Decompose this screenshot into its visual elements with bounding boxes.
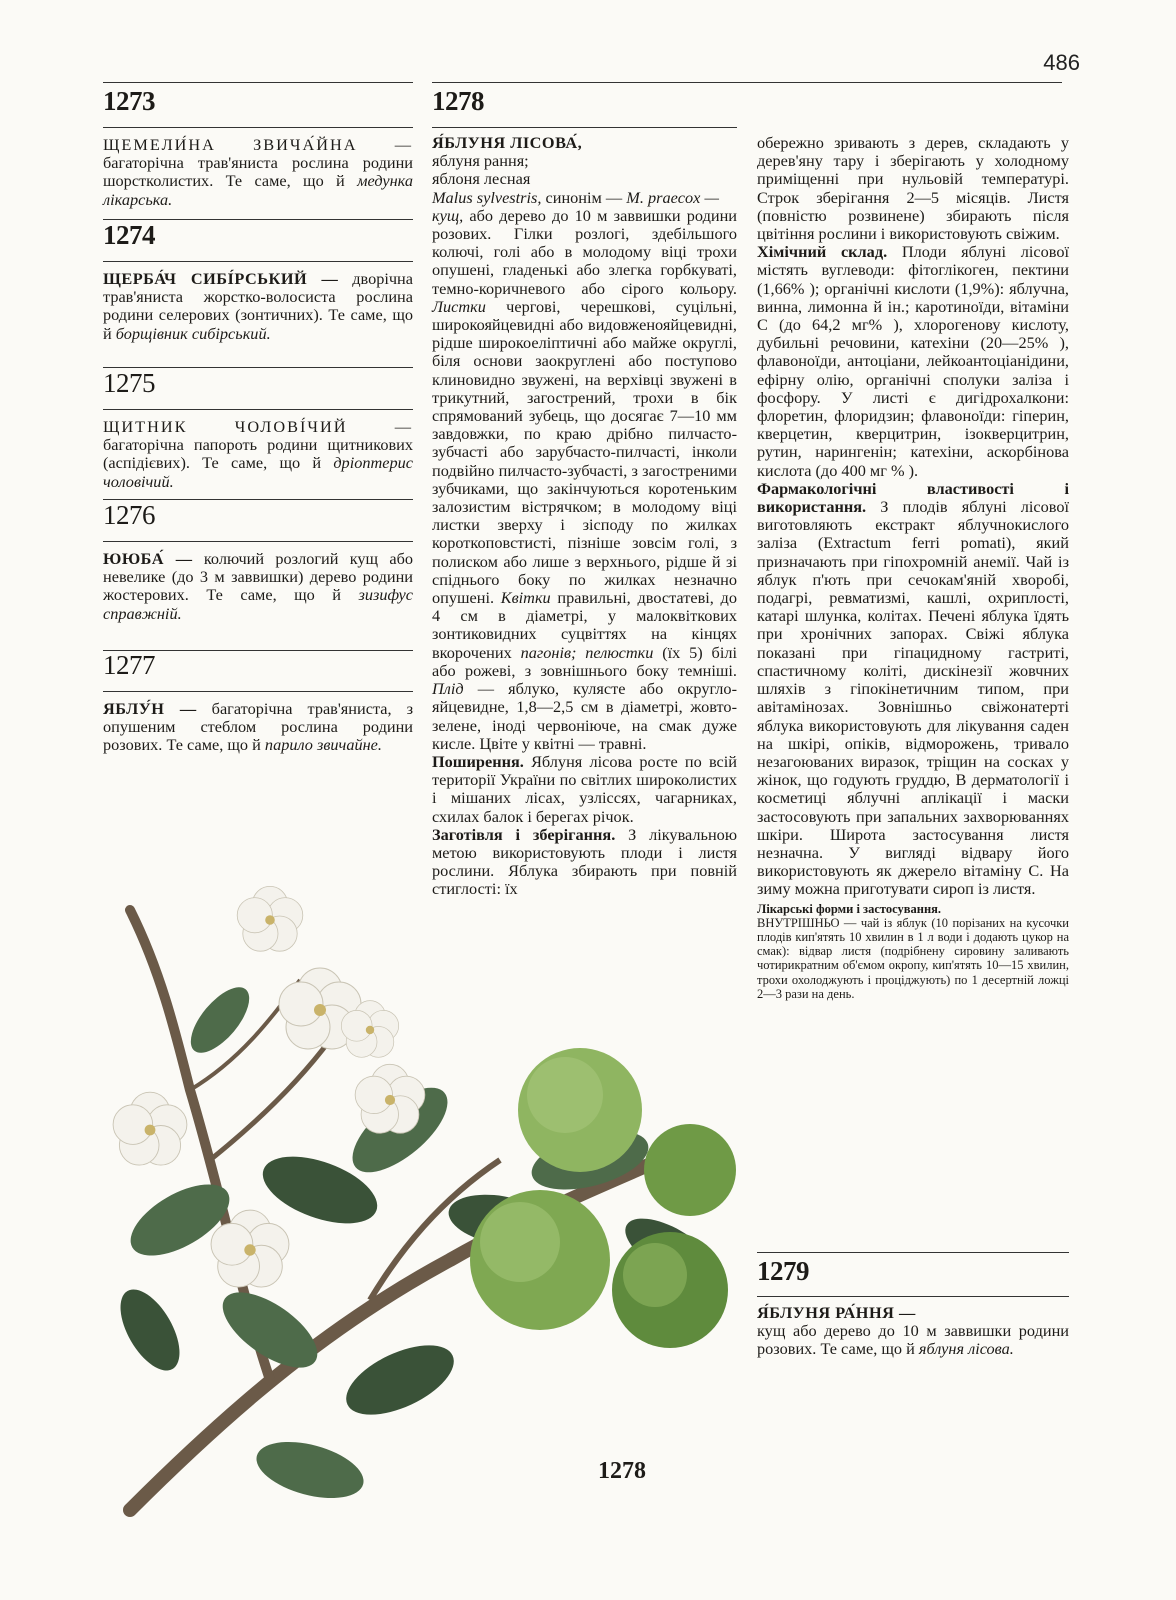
- divider: [757, 1296, 1069, 1297]
- term: пагонів; пелюстки: [520, 642, 654, 662]
- entry-heading: ЯБЛУ́Н —: [103, 699, 197, 718]
- entry-number: 1274: [103, 220, 155, 250]
- figure-caption: 1278: [598, 1458, 646, 1484]
- entry-reference: парило звичайне.: [264, 735, 382, 755]
- description-text: (їх 5) білі або рожеві, з зовнішнього боку темніші.: [432, 642, 737, 680]
- divider: [103, 261, 413, 262]
- description-text: — яблуко, кулясте або округло-яйцевидне, 1,8—2,5 см в діаметрі, жовто-зелене, іноді червоніюче, на смак дуже кисле. Цвіте у квітні — травні.: [432, 679, 737, 753]
- term: кущ,: [432, 205, 464, 225]
- section-heading: Хімічний склад.: [757, 242, 888, 262]
- section-heading: Фармакологічні властивості і використання.: [757, 478, 1069, 517]
- section-text: Яблуня лісова росте по всій території України по світлих широколистих і мішаних лісах, узліссях, чагарниках, схилах балок і берегах річок.: [432, 751, 737, 826]
- section-text: Плоди яблуні лісової містять вуглеводи: фітоглікоген, пектини (1,66% ); органічні кислоти (1,9%): яблучна, винна, лимонна й ін.; каротиноїди, вітаміни С (до 64,2 мг% ), хлорогенову кислоту, дубильні речовини, катехіни (20—25% ), флавоноїди, антоціани, лейкоантоціанідини, ефірну олію, органічні сполуки заліза і фосфору. У листі є дигідрохалкони: флоретин, флоридзин; флавоноїди: гіперин, кверцетин, кверцитрин, ізокверцитрин, рутин, нарингенін; катехіни, аскорбінова кислота (до 400 мг % ).: [757, 242, 1069, 480]
- section-text: обережно зривають з дерев, складають у дерев'яну тару і зберігають у холодному приміщенні при нульовій температурі. Строк зберігання 2—5 місяців. Листя (повністю розвинене) збирають після цвітіння рослини і використовують свіжим.: [757, 133, 1069, 244]
- term: Листки: [432, 296, 486, 316]
- apple-branch-illustration: [70, 860, 750, 1560]
- entry-heading: Я́БЛУНЯ РА́ННЯ —: [757, 1303, 916, 1322]
- latin-name: Malus sylvestris,: [432, 187, 542, 207]
- entry-number: 1275: [103, 368, 155, 398]
- entry-1279: [757, 1304, 1069, 1359]
- divider: [103, 82, 413, 83]
- entry-heading: ЩИТНИК ЧОЛОВІ́ЧИЙ —: [103, 417, 413, 436]
- section-heading: Заготівля і зберігання.: [432, 824, 616, 844]
- page-number: 486: [1043, 50, 1080, 75]
- entry-heading: ЩЕМЕЛИ́НА ЗВИЧА́ЙНА —: [103, 135, 413, 154]
- entry-heading: ЮЮБА́ —: [103, 549, 193, 568]
- entry-1277: [103, 700, 413, 755]
- entry-1274: [103, 270, 413, 343]
- synonym-russian: яблоня лесная: [432, 169, 531, 189]
- entry-1273: [103, 136, 413, 209]
- description-text: чергові, черешкові, суцільні, широкояйцевидні або видовженояйцевидні, рідше широкоеліптичні або майже округлі, біля основи заокруглені або поступово клиновидно звужені, на верхівці звужені в трикутний, загострений, трохи в бік спрямований зубець, що досягає 7—10 мм завдовжки, по краю дрібно пилчасто-зубчасті або зарубчасто-пилчасті, інколи подвійно пилчасто-зубчасті, з загостреними зубчиками, що закінчуються коротеньким залозистим вістрячком; в молодому віці листки зверху і зісподу по жилках короткоповстисті, пізніше зовсім голі, з полиском або лише з верхнього, рідше й зі спіднього боку по жилках незначно опушені.: [432, 296, 737, 608]
- entry-1276: [103, 550, 413, 623]
- apples: [470, 1048, 736, 1348]
- divider: [103, 691, 413, 692]
- description-text: або дерево до 10 м заввишки родини розових. Гілки розлогі, здебільшого колючі, голі або в молодому віці трохи опушені, гладенькі або злегка горбкуваті, темно-коричневого або сірого кольору.: [432, 205, 737, 298]
- entry-reference: борщівник сибірський.: [115, 323, 271, 343]
- entry-body: дворічна трав'яниста жорстко-волосиста рослина родини селерових (зонтичних). Те саме, що й: [103, 269, 413, 343]
- entry-body: кущ або дерево до 10 м заввишки родини розових. Те саме, що й: [757, 1321, 1069, 1359]
- entry-reference: яблуня лісова.: [918, 1339, 1014, 1359]
- entry-1278-part2: [757, 134, 1069, 1001]
- divider: [103, 127, 413, 128]
- section-text: З лікувальною метою використовують плоди і листя рослини. Яблука збирають при повній стиглості: їх: [432, 824, 737, 899]
- entry-body: багаторічна папороть родини щитникових (аспідієвих). Те саме, що й: [103, 435, 413, 473]
- description-text: правильні, двостатеві, до 4 см в діаметрі, у малоквіткових зонтиковидних суцвіттях на кінцях вкорочених: [432, 588, 737, 662]
- entry-number: 1278: [432, 86, 484, 116]
- section-heading: Поширення.: [432, 751, 524, 771]
- entry-reference: дріоптерис чоловічий.: [103, 453, 413, 491]
- latin-connector: синонім —: [541, 187, 627, 207]
- entry-body: багаторічна трав'яниста рослина родини шорстколистих. Те саме, що й: [103, 153, 413, 191]
- entry-number: 1277: [103, 650, 155, 680]
- entry-1278-part1: [432, 134, 737, 899]
- term: Плід: [432, 679, 464, 699]
- entry-number: 1276: [103, 500, 155, 530]
- entry-body: колючий розлогий кущ або невелике (до 3 м заввишки) дерево родини жостерових. Те саме, що й: [103, 549, 414, 605]
- section-text: З плодів яблуні лісової виготовляють екстракт яблучнокислого заліза (Extractum ferri pomati), який призначають при гіпохромній анемії. Чай із яблук п'ють при сечокам'яній хворобі, подагрі, ревматизмі, кашлі, охриплості, катарі шлунка, колітах. Печені яблука їдять при хронічних запорах. Свіжі яблука показані при гіпацидному гастриті, спастичному коліті, дискінезії жовчних шляхів з гіпокінетичним типом, при авітамінозах. Зовнішньо свіжонатерті яблука використовують для лікування саден на шкірі, опіків, відморожень, тривало незагоюваних виразок, тріщин на сосках у жінок, що годують груддю, В дерматології і косметиці яблучні аплікації і маски застосовують при запальних захворюваннях шкіри. Широта застосування листя незначна. У вигляді відвару його використовують як джерело вітаміну С. На зиму можна приготувати сироп із листя.: [757, 497, 1069, 899]
- divider: [757, 1252, 1069, 1253]
- entry-number: 1273: [103, 86, 155, 116]
- divider: [103, 409, 413, 410]
- entry-1275: [103, 418, 413, 491]
- entry-heading: Я́БЛУНЯ ЛІСОВА́,: [432, 133, 583, 152]
- entry-heading: ЩЕРБА́Ч СИБІ́РСЬКИЙ —: [103, 269, 339, 288]
- section-heading: Лікарські форми і застосування.: [757, 901, 942, 916]
- section-text: ВНУТРІШНЬО — чай із яблук (10 порізаних на кусочки плодів кип'ятять 10 хвилин в 1 л води і додають цукор на смак): відвар листя (подрібнену сировину заливають чотирикратним об'ємом окропу, кип'ятять 10—15 хвилин, трохи охолоджують і проціджують) по 1 десертній ложці 2—3 рази на день.: [757, 915, 1069, 1001]
- term: Квітки: [500, 588, 551, 608]
- entry-reference: медунка лікарська.: [103, 171, 413, 209]
- divider: [432, 127, 737, 128]
- entry-body: багаторічна трав'яниста, з опушеним стеблом рослина родини розових. Те саме, що й: [103, 699, 413, 755]
- synonym: яблуня рання;: [432, 151, 529, 171]
- entry-number: 1279: [757, 1256, 809, 1286]
- divider: [432, 82, 1062, 83]
- leaves: [108, 978, 724, 1509]
- entry-reference: зизифус справжній.: [103, 585, 413, 623]
- divider: [103, 541, 413, 542]
- latin-synonym: M. praecox —: [626, 187, 719, 207]
